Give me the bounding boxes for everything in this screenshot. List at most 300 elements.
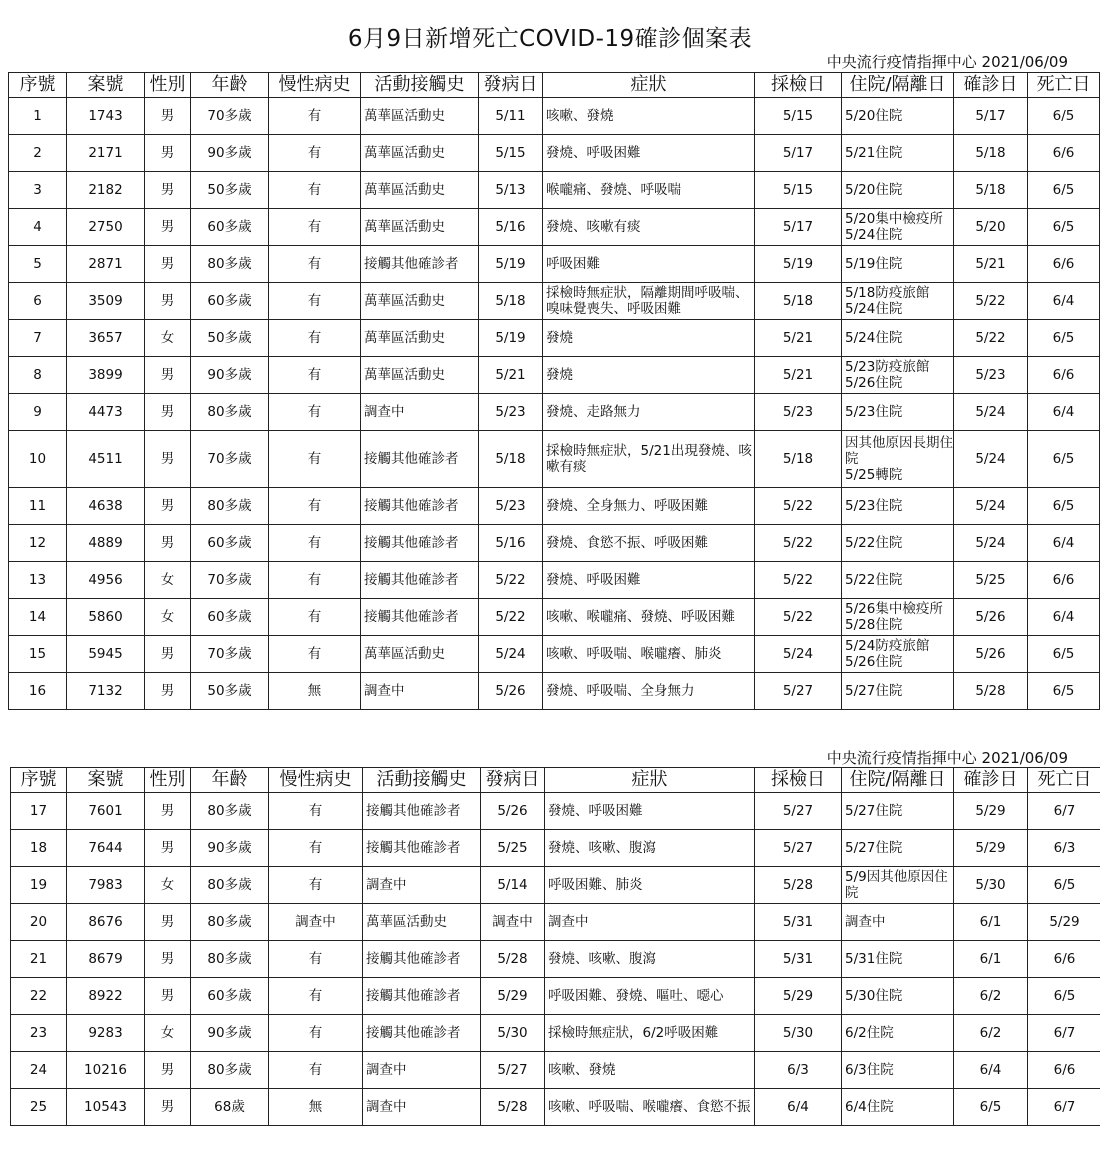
table-cell: 5/23 [479, 394, 543, 431]
table-cell: 6/3 [1028, 830, 1100, 867]
table-cell: 接觸其他確診者 [363, 978, 481, 1015]
table-row [9, 599, 1100, 636]
table-cell: 6/5 [1028, 978, 1100, 1015]
table-cell: 80多歲 [191, 1052, 269, 1089]
table-cell: 發燒、呼吸困難 [543, 135, 755, 172]
table-cell: 有 [269, 246, 361, 283]
table-cell: 90多歲 [191, 830, 269, 867]
table-cell: 90多歲 [191, 357, 269, 394]
table-cell: 發燒 [543, 357, 755, 394]
column-header: 年齡 [191, 73, 269, 98]
table-cell: 6/5 [1028, 636, 1100, 673]
table-cell: 女 [145, 599, 191, 636]
table-cell: 70多歲 [191, 431, 269, 488]
table-cell: 5/18 [479, 431, 543, 488]
table-cell: 5/18 [479, 283, 543, 320]
table-cell: 17 [11, 793, 67, 830]
table-cell: 5/24住院 [842, 320, 954, 357]
table-cell: 呼吸困難 [543, 246, 755, 283]
table-cell: 發燒、全身無力、呼吸困難 [543, 488, 755, 525]
table-cell: 男 [145, 98, 191, 135]
table-cell: 5/28 [954, 673, 1028, 710]
table-cell: 5/13 [479, 172, 543, 209]
table-cell: 5/27住院 [842, 793, 954, 830]
table-cell: 60多歲 [191, 209, 269, 246]
table-cell: 6/6 [1028, 246, 1100, 283]
table-cell: 6/5 [1028, 172, 1100, 209]
table-cell: 6/6 [1028, 1052, 1100, 1089]
table-cell: 5/22 [954, 283, 1028, 320]
table-cell: 5/26 [479, 673, 543, 710]
table-cell: 50多歲 [191, 172, 269, 209]
table-cell: 調查中 [361, 394, 479, 431]
table-cell: 5/28 [755, 867, 842, 904]
table-cell: 5/30 [954, 867, 1028, 904]
table-cell: 5/24防疫旅館 5/26住院 [842, 636, 954, 673]
table-cell: 男 [145, 941, 191, 978]
table-cell: 60多歲 [191, 525, 269, 562]
table-cell: 5/18 [954, 172, 1028, 209]
table-cell: 有 [269, 1015, 363, 1052]
table-cell: 5/15 [479, 135, 543, 172]
page-title: 6月9日新增死亡COVID-19確診個案表 [347, 26, 753, 52]
table-cell: 有 [269, 283, 361, 320]
table-cell: 5/29 [1028, 904, 1100, 941]
table-header-row [11, 768, 1100, 793]
table-cell: 6/4 [755, 1089, 842, 1126]
table-cell: 5/22 [479, 562, 543, 599]
table-cell: 接觸其他確診者 [361, 246, 479, 283]
table-cell: 調查中 [269, 904, 363, 941]
table-cell: 5/21住院 [842, 135, 954, 172]
column-header: 發病日 [479, 73, 543, 98]
table-cell: 6/5 [1028, 320, 1100, 357]
table-cell: 2182 [67, 172, 145, 209]
table-cell: 6/5 [1028, 98, 1100, 135]
table-cell: 6/5 [1028, 488, 1100, 525]
table-cell: 男 [145, 904, 191, 941]
table-row [9, 246, 1100, 283]
table-cell: 萬華區活動史 [361, 209, 479, 246]
table-cell: 5/20 [954, 209, 1028, 246]
column-header: 確診日 [954, 73, 1028, 98]
table-cell: 5/17 [755, 209, 842, 246]
table-cell: 5860 [67, 599, 145, 636]
table-cell: 男 [145, 394, 191, 431]
table-row [9, 172, 1100, 209]
table-cell: 接觸其他確診者 [363, 830, 481, 867]
table-cell: 6/6 [1028, 562, 1100, 599]
table-row [9, 394, 1100, 431]
table-cell: 11 [9, 488, 67, 525]
table-cell: 5/18防疫旅館 5/24住院 [842, 283, 954, 320]
table-cell: 6/4住院 [842, 1089, 954, 1126]
table-cell: 咳嗽、喉嚨痛、發燒、呼吸困難 [543, 599, 755, 636]
table-cell: 6/5 [1028, 209, 1100, 246]
table-cell: 1743 [67, 98, 145, 135]
table-cell: 調查中 [545, 904, 755, 941]
table-cell: 5/21 [755, 320, 842, 357]
table-cell: 5/17 [755, 135, 842, 172]
table-cell: 5/21 [954, 246, 1028, 283]
table-cell: 5/19 [479, 320, 543, 357]
table-cell: 有 [269, 599, 361, 636]
table-cell: 有 [269, 320, 361, 357]
table-cell: 呼吸困難、肺炎 [545, 867, 755, 904]
table-row [11, 941, 1100, 978]
table-row [9, 673, 1100, 710]
table-cell: 8679 [67, 941, 145, 978]
table-cell: 60多歲 [191, 599, 269, 636]
table-cell: 6/4 [1028, 283, 1100, 320]
table-cell: 5/18 [755, 283, 842, 320]
table-cell: 接觸其他確診者 [361, 599, 479, 636]
table-cell: 男 [145, 135, 191, 172]
table-cell: 5/27 [755, 830, 842, 867]
table-cell: 男 [145, 793, 191, 830]
table-cell: 3899 [67, 357, 145, 394]
table-row [9, 98, 1100, 135]
table-cell: 5/26 [954, 636, 1028, 673]
table-row [11, 1052, 1100, 1089]
table-cell: 24 [11, 1052, 67, 1089]
table-cell: 80多歲 [191, 867, 269, 904]
table-row [9, 525, 1100, 562]
table-cell: 5/27住院 [842, 830, 954, 867]
table-cell: 5/18 [954, 135, 1028, 172]
table-cell: 有 [269, 793, 363, 830]
column-header: 性別 [145, 73, 191, 98]
column-header: 案號 [67, 73, 145, 98]
table-cell: 18 [11, 830, 67, 867]
table-cell: 10216 [67, 1052, 145, 1089]
table-cell: 5/19住院 [842, 246, 954, 283]
table-cell: 5/24 [479, 636, 543, 673]
table-cell: 男 [145, 673, 191, 710]
table-cell: 5/27住院 [842, 673, 954, 710]
table-cell: 咳嗽、發燒 [543, 98, 755, 135]
table-cell: 男 [145, 488, 191, 525]
table-cell: 6/5 [1028, 431, 1100, 488]
table-cell: 20 [11, 904, 67, 941]
table-cell: 50多歲 [191, 320, 269, 357]
table-cell: 70多歲 [191, 98, 269, 135]
table-cell: 發燒、食慾不振、呼吸困難 [543, 525, 755, 562]
table-cell: 2171 [67, 135, 145, 172]
table-row [11, 904, 1100, 941]
table-cell: 有 [269, 941, 363, 978]
table-cell: 5/31 [755, 904, 842, 941]
cases-table [10, 767, 1100, 1126]
table-cell: 萬華區活動史 [361, 98, 479, 135]
table-cell: 4956 [67, 562, 145, 599]
table-header-row [9, 73, 1100, 98]
table-cell: 9 [9, 394, 67, 431]
table-cell: 4889 [67, 525, 145, 562]
table-cell: 5/30 [755, 1015, 842, 1052]
table-cell: 6/2住院 [842, 1015, 954, 1052]
table-cell: 有 [269, 636, 361, 673]
table-cell: 7644 [67, 830, 145, 867]
column-header: 案號 [67, 768, 145, 793]
table-cell: 男 [145, 357, 191, 394]
table-cell: 7983 [67, 867, 145, 904]
table-cell: 男 [145, 830, 191, 867]
table-cell: 接觸其他確診者 [361, 562, 479, 599]
table-cell: 22 [11, 978, 67, 1015]
table-cell: 調查中 [361, 673, 479, 710]
table-cell: 68歲 [191, 1089, 269, 1126]
table-cell: 咳嗽、發燒 [545, 1052, 755, 1089]
table-cell: 8 [9, 357, 67, 394]
table-cell: 5/29 [954, 830, 1028, 867]
table-cell: 男 [145, 431, 191, 488]
table-cell: 6/6 [1028, 357, 1100, 394]
table-cell: 調查中 [363, 867, 481, 904]
table-cell: 6/7 [1028, 1089, 1100, 1126]
table-cell: 5/29 [954, 793, 1028, 830]
column-header: 死亡日 [1028, 73, 1100, 98]
table-cell: 5/15 [755, 172, 842, 209]
column-header: 症狀 [543, 73, 755, 98]
table-cell: 有 [269, 357, 361, 394]
table-cell: 咳嗽、呼吸喘、喉嚨癢、肺炎 [543, 636, 755, 673]
table-cell: 7 [9, 320, 67, 357]
table-cell: 5/22住院 [842, 525, 954, 562]
table-cell: 6/4 [1028, 394, 1100, 431]
table-cell: 無 [269, 1089, 363, 1126]
cases-table [8, 72, 1100, 710]
table-cell: 4 [9, 209, 67, 246]
table-cell: 60多歲 [191, 283, 269, 320]
table-cell: 調查中 [481, 904, 545, 941]
column-header: 死亡日 [1028, 768, 1100, 793]
table-cell: 萬華區活動史 [361, 357, 479, 394]
table-cell: 19 [11, 867, 67, 904]
table-row [9, 636, 1100, 673]
table-cell: 23 [11, 1015, 67, 1052]
table-cell: 21 [11, 941, 67, 978]
column-header: 慢性病史 [269, 73, 361, 98]
table-cell: 發燒、咳嗽、腹瀉 [545, 830, 755, 867]
table-cell: 5 [9, 246, 67, 283]
table-cell: 接觸其他確診者 [361, 488, 479, 525]
table-cell: 5/22 [755, 525, 842, 562]
table-cell: 80多歲 [191, 394, 269, 431]
table-cell: 3657 [67, 320, 145, 357]
column-header: 年齡 [191, 768, 269, 793]
table-cell: 5/14 [481, 867, 545, 904]
table-row [9, 209, 1100, 246]
table-cell: 70多歲 [191, 562, 269, 599]
table-cell: 6/4 [1028, 599, 1100, 636]
table-cell: 80多歲 [191, 793, 269, 830]
table-cell: 有 [269, 98, 361, 135]
table-cell: 6/2 [954, 978, 1028, 1015]
table-cell: 有 [269, 488, 361, 525]
table-cell: 喉嚨痛、發燒、呼吸喘 [543, 172, 755, 209]
table-row [9, 431, 1100, 488]
table-cell: 接觸其他確診者 [361, 525, 479, 562]
table-cell: 6/5 [1028, 673, 1100, 710]
table-cell: 80多歲 [191, 488, 269, 525]
table-cell: 5/23住院 [842, 488, 954, 525]
table-cell: 採檢時無症狀，隔離期間呼吸喘、嗅味覺喪失、呼吸困難 [543, 283, 755, 320]
column-header: 活動接觸史 [361, 73, 479, 98]
table-cell: 5/16 [479, 525, 543, 562]
table-cell: 無 [269, 673, 361, 710]
table-cell: 因其他原因長期住院 5/25轉院 [842, 431, 954, 488]
table-cell: 調查中 [363, 1089, 481, 1126]
table-cell: 5/31住院 [842, 941, 954, 978]
table-cell: 5/26 [954, 599, 1028, 636]
table-cell: 15 [9, 636, 67, 673]
table-cell: 6/6 [1028, 135, 1100, 172]
table-cell: 有 [269, 394, 361, 431]
table-cell: 女 [145, 1015, 191, 1052]
table-cell: 有 [269, 1052, 363, 1089]
table-cell: 1 [9, 98, 67, 135]
table-cell: 5/9因其他原因住院 [842, 867, 954, 904]
table-cell: 萬華區活動史 [361, 636, 479, 673]
table-cell: 6/2 [954, 1015, 1028, 1052]
table-cell: 採檢時無症狀，6/2呼吸困難 [545, 1015, 755, 1052]
table-cell: 5/19 [479, 246, 543, 283]
table-cell: 8676 [67, 904, 145, 941]
table-cell: 90多歲 [191, 135, 269, 172]
table-cell: 5/22 [954, 320, 1028, 357]
table-cell: 10543 [67, 1089, 145, 1126]
table-cell: 5/23 [479, 488, 543, 525]
table-cell: 5/22 [755, 562, 842, 599]
table-cell: 10 [9, 431, 67, 488]
table-cell: 萬華區活動史 [363, 904, 481, 941]
table-cell: 5/21 [479, 357, 543, 394]
table-cell: 5/27 [755, 673, 842, 710]
table-row [11, 1015, 1100, 1052]
table-cell: 5/11 [479, 98, 543, 135]
table-row [11, 830, 1100, 867]
table-cell: 5/22住院 [842, 562, 954, 599]
table-cell: 5/24 [954, 431, 1028, 488]
table-cell: 5/25 [481, 830, 545, 867]
table-cell: 6/3 [755, 1052, 842, 1089]
table-cell: 5/20住院 [842, 98, 954, 135]
table-cell: 6/7 [1028, 793, 1100, 830]
table-cell: 發燒、咳嗽有痰 [543, 209, 755, 246]
table-cell: 6 [9, 283, 67, 320]
column-header: 確診日 [954, 768, 1028, 793]
table-cell: 男 [145, 1089, 191, 1126]
table-cell: 2871 [67, 246, 145, 283]
table-row [9, 283, 1100, 320]
table-cell: 發燒、呼吸困難 [543, 562, 755, 599]
table-cell: 男 [145, 172, 191, 209]
table-cell: 16 [9, 673, 67, 710]
table-cell: 3 [9, 172, 67, 209]
table-cell: 50多歲 [191, 673, 269, 710]
table-cell: 80多歲 [191, 904, 269, 941]
table-cell: 90多歲 [191, 1015, 269, 1052]
column-header: 活動接觸史 [363, 768, 481, 793]
table-cell: 發燒、呼吸困難 [545, 793, 755, 830]
table-cell: 男 [145, 1052, 191, 1089]
table-cell: 發燒、咳嗽、腹瀉 [545, 941, 755, 978]
table-cell: 女 [145, 320, 191, 357]
table-row [9, 320, 1100, 357]
table-cell: 2 [9, 135, 67, 172]
table-cell: 女 [145, 562, 191, 599]
column-header: 性別 [145, 768, 191, 793]
table-row [11, 978, 1100, 1015]
table-cell: 12 [9, 525, 67, 562]
table-cell: 男 [145, 978, 191, 1015]
table-cell: 5/24 [755, 636, 842, 673]
table-cell: 5/23防疫旅館 5/26住院 [842, 357, 954, 394]
table-cell: 呼吸困難、發燒、嘔吐、噁心 [545, 978, 755, 1015]
table-cell: 接觸其他確診者 [363, 1015, 481, 1052]
table-cell: 接觸其他確診者 [363, 941, 481, 978]
table-cell: 8922 [67, 978, 145, 1015]
table-cell: 有 [269, 978, 363, 1015]
table-cell: 5/28 [481, 1089, 545, 1126]
table-cell: 5/22 [479, 599, 543, 636]
table-cell: 5/24 [954, 525, 1028, 562]
table-cell: 5/24 [954, 394, 1028, 431]
table-cell: 7132 [67, 673, 145, 710]
column-header: 症狀 [545, 768, 755, 793]
table-row [9, 357, 1100, 394]
table-cell: 9283 [67, 1015, 145, 1052]
table-cell: 7601 [67, 793, 145, 830]
table-cell: 5/25 [954, 562, 1028, 599]
table-cell: 60多歲 [191, 978, 269, 1015]
column-header: 採檢日 [755, 768, 842, 793]
table-cell: 5/23 [954, 357, 1028, 394]
table-cell: 5/20集中檢疫所 5/24住院 [842, 209, 954, 246]
table-cell: 14 [9, 599, 67, 636]
table-cell: 有 [269, 209, 361, 246]
table-cell: 男 [145, 209, 191, 246]
table-cell: 6/4 [1028, 525, 1100, 562]
table-cell: 5/27 [755, 793, 842, 830]
table-cell: 有 [269, 135, 361, 172]
table-cell: 80多歲 [191, 941, 269, 978]
table-cell: 6/7 [1028, 1015, 1100, 1052]
table-cell: 萬華區活動史 [361, 172, 479, 209]
table-cell: 有 [269, 867, 363, 904]
table-cell: 5/15 [755, 98, 842, 135]
table-cell: 有 [269, 830, 363, 867]
table-cell: 調查中 [363, 1052, 481, 1089]
table-cell: 有 [269, 525, 361, 562]
source-note: 中央流行疫情指揮中心 2021/06/09 [826, 53, 1068, 71]
table-cell: 4511 [67, 431, 145, 488]
table-cell: 6/1 [954, 941, 1028, 978]
table-cell: 女 [145, 867, 191, 904]
table-cell: 5/24 [954, 488, 1028, 525]
table-cell: 男 [145, 525, 191, 562]
column-header: 序號 [11, 768, 67, 793]
table-cell: 6/5 [1028, 867, 1100, 904]
table-cell: 80多歲 [191, 246, 269, 283]
table-cell: 發燒 [543, 320, 755, 357]
source-note: 中央流行疫情指揮中心 2021/06/09 [826, 749, 1068, 767]
table-cell: 採檢時無症狀，5/21出現發燒、咳嗽有痰 [543, 431, 755, 488]
table-cell: 咳嗽、呼吸喘、喉嚨癢、食慾不振 [545, 1089, 755, 1126]
table-cell: 發燒、走路無力 [543, 394, 755, 431]
table-cell: 3509 [67, 283, 145, 320]
